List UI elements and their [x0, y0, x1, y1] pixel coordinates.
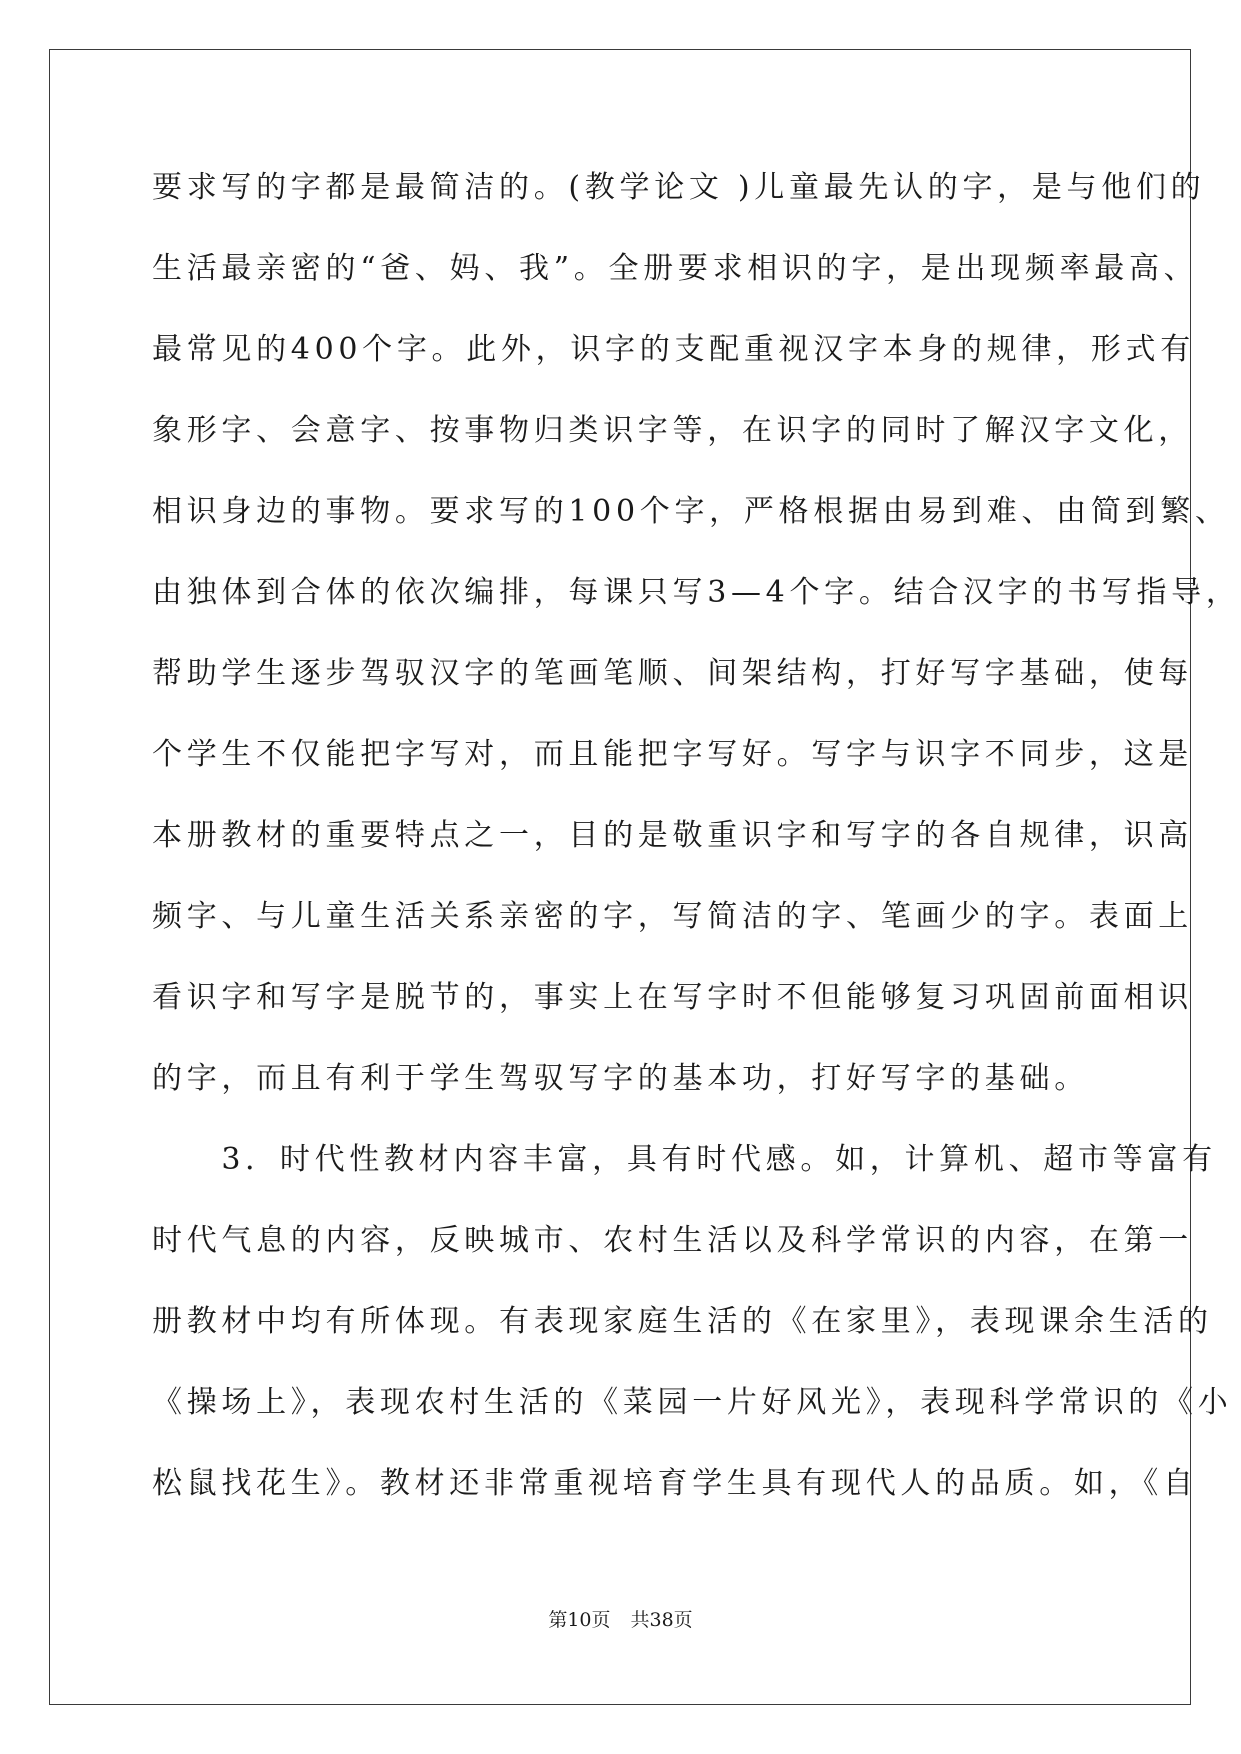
paragraph-line: 册教材中均有所体现。有表现家庭生活的《在家里》，表现课余生活的: [152, 1304, 1213, 1339]
paragraph-line: 要求写的字都是最简洁的。(教学论文 )儿童最先认的字，是与他们的: [152, 170, 1206, 205]
paragraph-line: 生活最亲密的“爸、妈、我”。全册要求相识的字，是出现频率最高、: [152, 251, 1199, 286]
page-footer: [0, 1608, 1241, 1632]
paragraph-line: 松鼠找花生》。教材还非常重视培育学生具有现代人的品质。如，《自: [152, 1466, 1198, 1501]
paragraph-line: 看识字和写字是脱节的，事实上在写字时不但能够复习巩固前面相识: [152, 980, 1193, 1015]
paragraph-line: 时代气息的内容，反映城市、农村生活以及科学常识的内容，在第一: [152, 1223, 1193, 1258]
paragraph-line: 的字，而且有利于学生驾驭写字的基本功，打好写字的基础。: [152, 1061, 1089, 1096]
paragraph-line: 象形字、会意字、按事物归类识字等，在识字的同时了解汉字文化，: [152, 413, 1193, 448]
paragraph-line: 帮助学生逐步驾驭汉字的笔画笔顺、间架结构，打好写字基础，使每: [152, 656, 1193, 691]
paragraph-line: 最常见的400个字。此外，识字的支配重视汉字本身的规律，形式有: [152, 332, 1195, 367]
paragraph-line: 频字、与儿童生活关系亲密的字，写简洁的字、笔画少的字。表面上: [152, 899, 1193, 934]
page-number-current: 第10页: [548, 1609, 611, 1631]
paragraph-line: 本册教材的重要特点之一，目的是敬重识字和写字的各自规律，识高: [152, 818, 1193, 853]
paragraph-line: 《操场上》，表现农村生活的《菜园一片好风光》，表现科学常识的《小: [152, 1385, 1233, 1420]
paragraph-line: 个学生不仅能把字写对，而且能把字写好。写字与识字不同步，这是: [152, 737, 1193, 772]
paragraph-line: 3．时代性教材内容丰富，具有时代感。如，计算机、超市等富有: [152, 1142, 1217, 1177]
page-border: [49, 49, 1191, 1705]
paragraph-line: 相识身边的事物。要求写的100个字，严格根据由易到难、由简到繁、: [152, 494, 1230, 529]
paragraph-line: 由独体到合体的依次编排，每课只写3—4个字。结合汉字的书写指导，: [152, 575, 1241, 610]
page-number-total: 共38页: [630, 1609, 693, 1631]
